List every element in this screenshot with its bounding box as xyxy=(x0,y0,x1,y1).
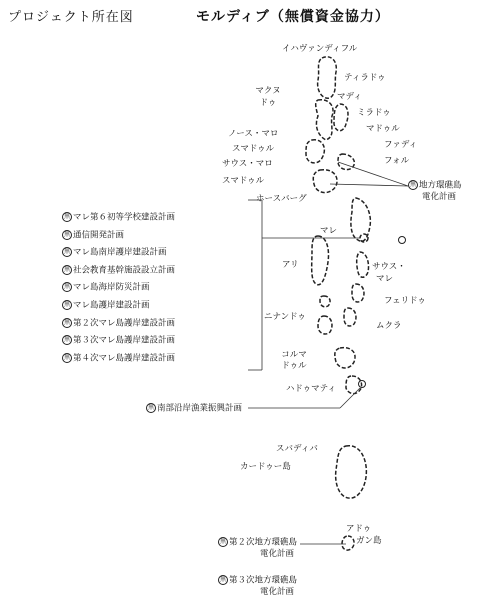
project-item xyxy=(62,335,175,353)
label-south-male-1: サウス・ xyxy=(372,262,406,272)
island-miladummadulu xyxy=(334,104,348,131)
project-label: 第３次マレ島護岸建設計画 xyxy=(73,335,176,346)
label-smadulu-2: スマドゥル xyxy=(222,176,265,186)
island-ihavandiffulu xyxy=(318,57,337,98)
label-tiladummati: ティラドゥ xyxy=(344,73,386,83)
label-south-maalhos: サウス・マロ xyxy=(222,159,273,169)
island-nilandhe-south xyxy=(318,316,332,334)
page-title-right: モルディブ（無償資金協力） xyxy=(196,9,390,25)
island-south-male xyxy=(357,252,369,277)
project-third-rural-line2: 電化計画 xyxy=(260,586,295,597)
project-item xyxy=(62,247,175,265)
project-item xyxy=(62,300,175,318)
island-tiladummati xyxy=(316,100,333,140)
island-suvadiva xyxy=(336,446,367,498)
page-title-left: プロジェクト所在図 xyxy=(8,10,134,25)
island-kolhumadulu xyxy=(335,348,355,368)
grant-aid-mark: 無 xyxy=(219,576,226,583)
grant-aid-mark: 無 xyxy=(63,353,70,361)
island-addu xyxy=(342,536,354,550)
label-north-maalhos: ノース・マロ xyxy=(228,129,279,139)
project-list-male xyxy=(62,212,175,370)
label-male: マレ xyxy=(320,226,338,236)
project-item xyxy=(62,353,175,371)
leader-rural-electrification-2 xyxy=(330,184,408,186)
grant-aid-mark: 無 xyxy=(147,404,154,411)
label-gan: ガン島 xyxy=(356,536,382,546)
grant-aid-mark: 無 xyxy=(63,300,70,308)
grant-aid-mark: 無 xyxy=(63,336,70,344)
project-label: マレ島海岸防災計画 xyxy=(73,282,150,293)
label-miladummadulu: ミラドゥ xyxy=(357,108,391,118)
project-item xyxy=(62,282,175,300)
grant-aid-mark: 無 xyxy=(63,283,70,291)
island-ari xyxy=(312,236,329,285)
project-label: 通信開発計画 xyxy=(73,230,125,241)
project-label: マレ島南岸護岸建設計画 xyxy=(73,247,167,258)
grant-aid-mark: 無 xyxy=(63,248,70,256)
label-faadhippolhu: ファディ xyxy=(384,140,418,150)
hulhule-marker xyxy=(399,237,406,244)
label-felidhu: フェリドゥ xyxy=(384,296,426,306)
label-suvadiva: スバディバ xyxy=(276,444,318,454)
project-rural-electrification-line1: 地方環礁島 xyxy=(419,180,462,191)
label-nilandhe: ニナンドゥ xyxy=(264,312,306,322)
label-makunudu-1: マクヌ xyxy=(255,86,281,96)
label-kolhumadulu-2: ドゥル xyxy=(281,361,307,371)
project-rural-electrification-line2: 電化計画 xyxy=(422,191,457,202)
project-label: 社会教育基幹施設設立計画 xyxy=(73,265,176,276)
island-haddhunmathi xyxy=(346,376,362,394)
grant-aid-mark: 無 xyxy=(409,181,416,188)
label-addu-1: アドゥ xyxy=(346,524,372,534)
project-third-rural xyxy=(218,575,297,598)
label-smadulu-1: スマドゥル xyxy=(232,144,275,154)
grant-aid-mark: 無 xyxy=(63,213,70,220)
grant-aid-mark: 無 xyxy=(63,230,70,238)
project-second-rural-line1: 第２次地方環礁島 xyxy=(229,537,298,548)
label-mulaku: ムクラ xyxy=(376,321,402,331)
project-south-fisheries xyxy=(146,403,242,415)
island-faadhippolhu xyxy=(338,154,354,170)
label-ari: アリ xyxy=(282,260,299,270)
island-mulakatholhu xyxy=(344,308,356,326)
project-label: マレ第６初等学校建設計画 xyxy=(73,212,176,223)
project-item xyxy=(62,265,175,283)
label-kaadhoo: カードゥー島 xyxy=(240,462,291,472)
island-north-maalhosmadulu xyxy=(306,140,324,163)
grant-aid-mark: 無 xyxy=(219,538,226,545)
label-kolhumadulu-1: コルマ xyxy=(281,350,307,360)
project-south-fisheries-label: 南部沿岸漁業振興計画 xyxy=(157,403,243,414)
leader-south-fisheries-2 xyxy=(340,388,360,408)
project-rural-electrification xyxy=(408,180,462,203)
island-south-maalhosmadulu xyxy=(313,170,337,193)
project-third-rural-line1: 第３次地方環礁島 xyxy=(229,575,298,586)
project-item xyxy=(62,318,175,336)
label-makunudu-2: ドゥ xyxy=(259,98,277,108)
label-fulu: フォル xyxy=(384,156,410,166)
label-horsburgh: ホースバーグ xyxy=(256,194,307,204)
island-nilandhe-north xyxy=(320,296,330,307)
label-south-male-2: マレ xyxy=(376,274,394,284)
project-second-rural xyxy=(218,537,297,560)
project-label: マレ島護岸建設計画 xyxy=(73,300,150,311)
grant-aid-mark: 無 xyxy=(63,265,70,273)
project-label: 第４次マレ島護岸建設計画 xyxy=(73,353,176,364)
project-item xyxy=(62,212,175,230)
grant-aid-mark: 無 xyxy=(63,318,70,326)
label-haddhunmathi: ハドゥマティ xyxy=(286,384,336,394)
island-felidhu xyxy=(352,284,364,302)
project-item xyxy=(62,230,175,248)
label-madulu: マドゥル xyxy=(366,124,400,134)
label-maamakunudhoo: マディ xyxy=(337,92,362,102)
project-label: 第２次マレ島護岸建設計画 xyxy=(73,318,176,329)
project-second-rural-line2: 電化計画 xyxy=(260,548,295,559)
label-ihavandiffulu: イハヴァンディフル xyxy=(282,44,358,54)
